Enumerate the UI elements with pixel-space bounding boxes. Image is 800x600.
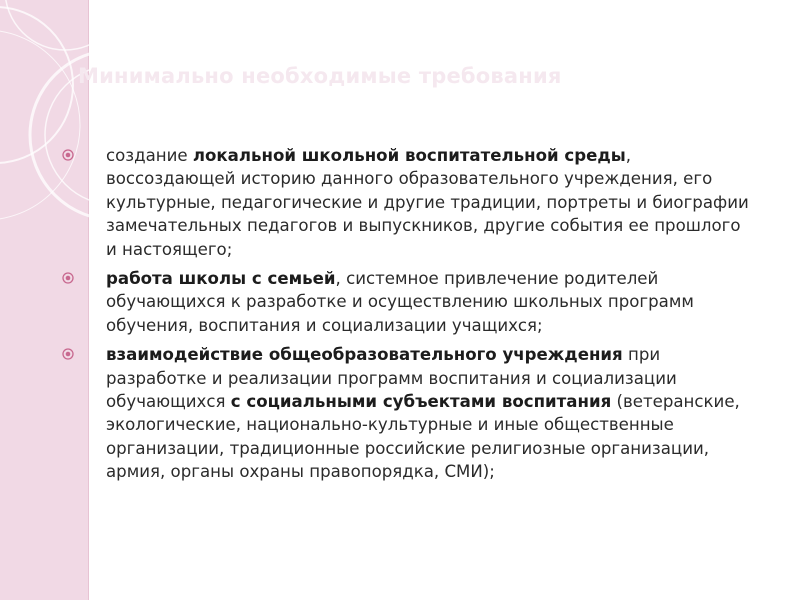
bullet-list — [62, 144, 752, 490]
bullet-local-environment — [62, 144, 752, 261]
bullet-school-family — [62, 267, 752, 337]
bullet-bold-text: локальной школьной воспитательной среды — [192, 146, 626, 165]
bullet-interaction — [62, 343, 752, 483]
slide-title: Минимально необходимые требования — [78, 64, 562, 88]
bullet-text: (ветеранские, экологические, национально-культурные и иные общественные организации, традиционные российские религиозные организации, армия, органы охраны правопорядка, СМИ); — [106, 392, 740, 482]
bullet-bold-text: взаимодействие общеобразовательного учреждения — [106, 345, 623, 365]
target-bullet-icon — [62, 348, 74, 360]
target-bullet-icon — [62, 272, 74, 284]
bullet-bold-text: работа школы с семьей — [106, 269, 336, 289]
bullet-text: при разработке и реализации программ воспитания и социализации обучающихся — [106, 345, 677, 412]
bullet-bold-text: с социальными субъектами воспитания — [230, 392, 612, 412]
bullet-text: создание — [106, 146, 193, 165]
bullet-text: , воссоздающей историю данного образовательного учреждения, его культурные, педагогические и другие традиции, портреты и биографии замечательных педагогов и выпускников, другие события ее прошлого и настоящего; — [106, 146, 749, 259]
bullet-text: , системное привлечение родителей обучающихся к разработке и осуществлению школьных программ обучения, воспитания и социализации учащихся; — [106, 269, 694, 335]
target-bullet-icon — [62, 149, 74, 161]
